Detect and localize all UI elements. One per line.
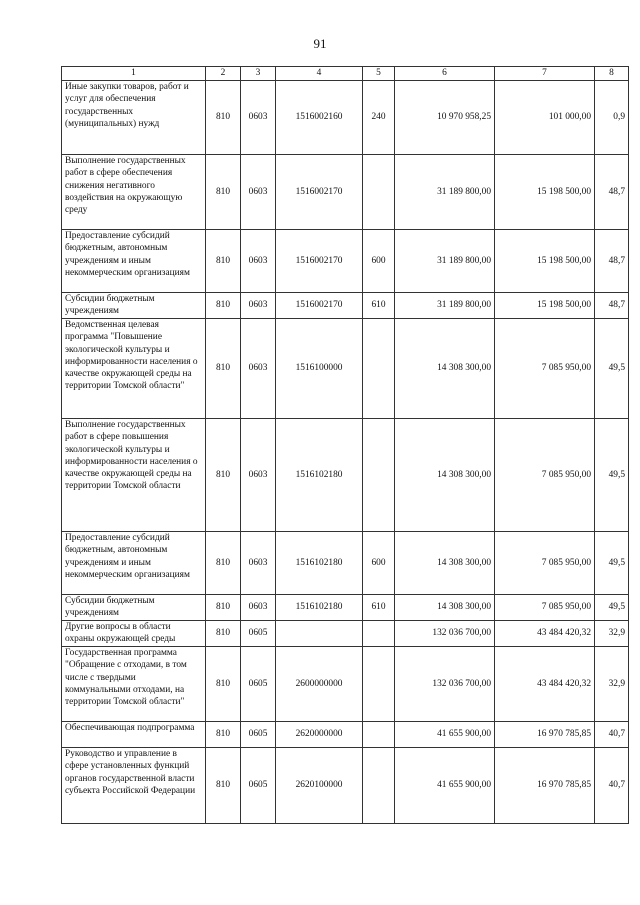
executed-amount: 7 085 950,00: [495, 319, 595, 419]
department-code: 810: [206, 595, 241, 621]
planned-amount: 41 655 900,00: [395, 748, 495, 824]
section-code: 0603: [241, 155, 276, 230]
planned-amount: 41 655 900,00: [395, 722, 495, 748]
column-header: 4: [276, 67, 363, 81]
department-code: 810: [206, 81, 241, 155]
execution-percent: 40,7: [595, 748, 629, 824]
execution-percent: 48,7: [595, 155, 629, 230]
table-row: [62, 155, 629, 230]
planned-amount: 14 308 300,00: [395, 319, 495, 419]
department-code: 810: [206, 319, 241, 419]
target-article-code: 1516002170: [276, 155, 363, 230]
section-code: 0605: [241, 647, 276, 722]
row-description: Субсидии бюджетным учреждениям: [62, 595, 206, 621]
execution-percent: 48,7: [595, 230, 629, 293]
section-code: 0603: [241, 81, 276, 155]
department-code: 810: [206, 155, 241, 230]
executed-amount: 7 085 950,00: [495, 595, 595, 621]
column-header: 6: [395, 67, 495, 81]
section-code: 0603: [241, 230, 276, 293]
section-code: 0603: [241, 319, 276, 419]
expense-type-code: 610: [363, 293, 395, 319]
department-code: 810: [206, 647, 241, 722]
execution-percent: 32,9: [595, 621, 629, 647]
section-code: 0603: [241, 532, 276, 595]
table-row: [62, 532, 629, 595]
table-row: [62, 722, 629, 748]
executed-amount: 15 198 500,00: [495, 230, 595, 293]
section-code: 0605: [241, 722, 276, 748]
execution-percent: 48,7: [595, 293, 629, 319]
table-row: [62, 419, 629, 532]
row-description: Обеспечивающая подпрограмма: [62, 722, 206, 748]
page-number: 91: [313, 36, 327, 51]
section-code: 0605: [241, 748, 276, 824]
planned-amount: 10 970 958,25: [395, 81, 495, 155]
section-code: 0603: [241, 419, 276, 532]
column-header: 7: [495, 67, 595, 81]
target-article-code: [276, 621, 363, 647]
expense-type-code: [363, 621, 395, 647]
expense-type-code: 240: [363, 81, 395, 155]
target-article-code: 2620000000: [276, 722, 363, 748]
planned-amount: 14 308 300,00: [395, 595, 495, 621]
section-code: 0605: [241, 621, 276, 647]
target-article-code: 2620100000: [276, 748, 363, 824]
planned-amount: 132 036 700,00: [395, 647, 495, 722]
executed-amount: 15 198 500,00: [495, 293, 595, 319]
target-article-code: 1516002170: [276, 230, 363, 293]
column-header: 8: [595, 67, 629, 81]
expense-type-code: 600: [363, 230, 395, 293]
execution-percent: 49,5: [595, 419, 629, 532]
executed-amount: 7 085 950,00: [495, 419, 595, 532]
row-description: Предоставление субсидий бюджетным, автономным учреждениям и иным некоммерческим организациям: [62, 532, 206, 595]
row-description: Ведомственная целевая программа "Повышение экологической культуры и информированности населения о качестве окружающей среды на территории Томской области": [62, 319, 206, 419]
execution-percent: 32,9: [595, 647, 629, 722]
expense-type-code: [363, 419, 395, 532]
target-article-code: 1516100000: [276, 319, 363, 419]
budget-table: [61, 66, 629, 824]
department-code: 810: [206, 230, 241, 293]
row-description: Государственная программа "Обращение с отходами, в том числе с твердыми коммунальными отходами, на территории Томской области": [62, 647, 206, 722]
row-description: Другие вопросы в области охраны окружающей среды: [62, 621, 206, 647]
executed-amount: 16 970 785,85: [495, 748, 595, 824]
department-code: 810: [206, 419, 241, 532]
table-row: [62, 319, 629, 419]
table-row: [62, 748, 629, 824]
department-code: 810: [206, 293, 241, 319]
executed-amount: 43 484 420,32: [495, 621, 595, 647]
table-row: [62, 621, 629, 647]
table-row: [62, 647, 629, 722]
column-header: 5: [363, 67, 395, 81]
target-article-code: 1516102180: [276, 595, 363, 621]
execution-percent: 49,5: [595, 532, 629, 595]
table-row: [62, 293, 629, 319]
row-description: Субсидии бюджетным учреждениям: [62, 293, 206, 319]
target-article-code: 2600000000: [276, 647, 363, 722]
executed-amount: 7 085 950,00: [495, 532, 595, 595]
planned-amount: 31 189 800,00: [395, 293, 495, 319]
department-code: 810: [206, 621, 241, 647]
planned-amount: 14 308 300,00: [395, 419, 495, 532]
target-article-code: 1516102180: [276, 532, 363, 595]
table-row: [62, 230, 629, 293]
target-article-code: 1516102180: [276, 419, 363, 532]
expense-type-code: [363, 647, 395, 722]
planned-amount: 132 036 700,00: [395, 621, 495, 647]
row-description: Руководство и управление в сфере установленных функций органов государственной власти субъекта Российской Федерации: [62, 748, 206, 824]
executed-amount: 15 198 500,00: [495, 155, 595, 230]
executed-amount: 101 000,00: [495, 81, 595, 155]
table-row: [62, 595, 629, 621]
expense-type-code: 610: [363, 595, 395, 621]
expense-type-code: [363, 748, 395, 824]
department-code: 810: [206, 532, 241, 595]
row-description: Выполнение государственных работ в сфере обеспечения снижения негативного воздействия на окружающую среду: [62, 155, 206, 230]
table-row: [62, 81, 629, 155]
expense-type-code: [363, 722, 395, 748]
expense-type-code: 600: [363, 532, 395, 595]
planned-amount: 31 189 800,00: [395, 155, 495, 230]
executed-amount: 16 970 785,85: [495, 722, 595, 748]
executed-amount: 43 484 420,32: [495, 647, 595, 722]
row-description: Иные закупки товаров, работ и услуг для обеспечения государственных (муниципальных) нужд: [62, 81, 206, 155]
planned-amount: 31 189 800,00: [395, 230, 495, 293]
expense-type-code: [363, 319, 395, 419]
section-code: 0603: [241, 293, 276, 319]
table-header-row: [62, 67, 629, 81]
execution-percent: 49,5: [595, 319, 629, 419]
execution-percent: 40,7: [595, 722, 629, 748]
expense-type-code: [363, 155, 395, 230]
department-code: 810: [206, 748, 241, 824]
planned-amount: 14 308 300,00: [395, 532, 495, 595]
row-description: Предоставление субсидий бюджетным, автономным учреждениям и иным некоммерческим организациям: [62, 230, 206, 293]
column-header: 2: [206, 67, 241, 81]
row-description: Выполнение государственных работ в сфере повышения экологической культуры и информированности населения о качестве окружающей среды на территории Томской области: [62, 419, 206, 532]
execution-percent: 0,9: [595, 81, 629, 155]
target-article-code: 1516002160: [276, 81, 363, 155]
column-header: 3: [241, 67, 276, 81]
target-article-code: 1516002170: [276, 293, 363, 319]
department-code: 810: [206, 722, 241, 748]
section-code: 0603: [241, 595, 276, 621]
execution-percent: 49,5: [595, 595, 629, 621]
column-header: 1: [62, 67, 206, 81]
